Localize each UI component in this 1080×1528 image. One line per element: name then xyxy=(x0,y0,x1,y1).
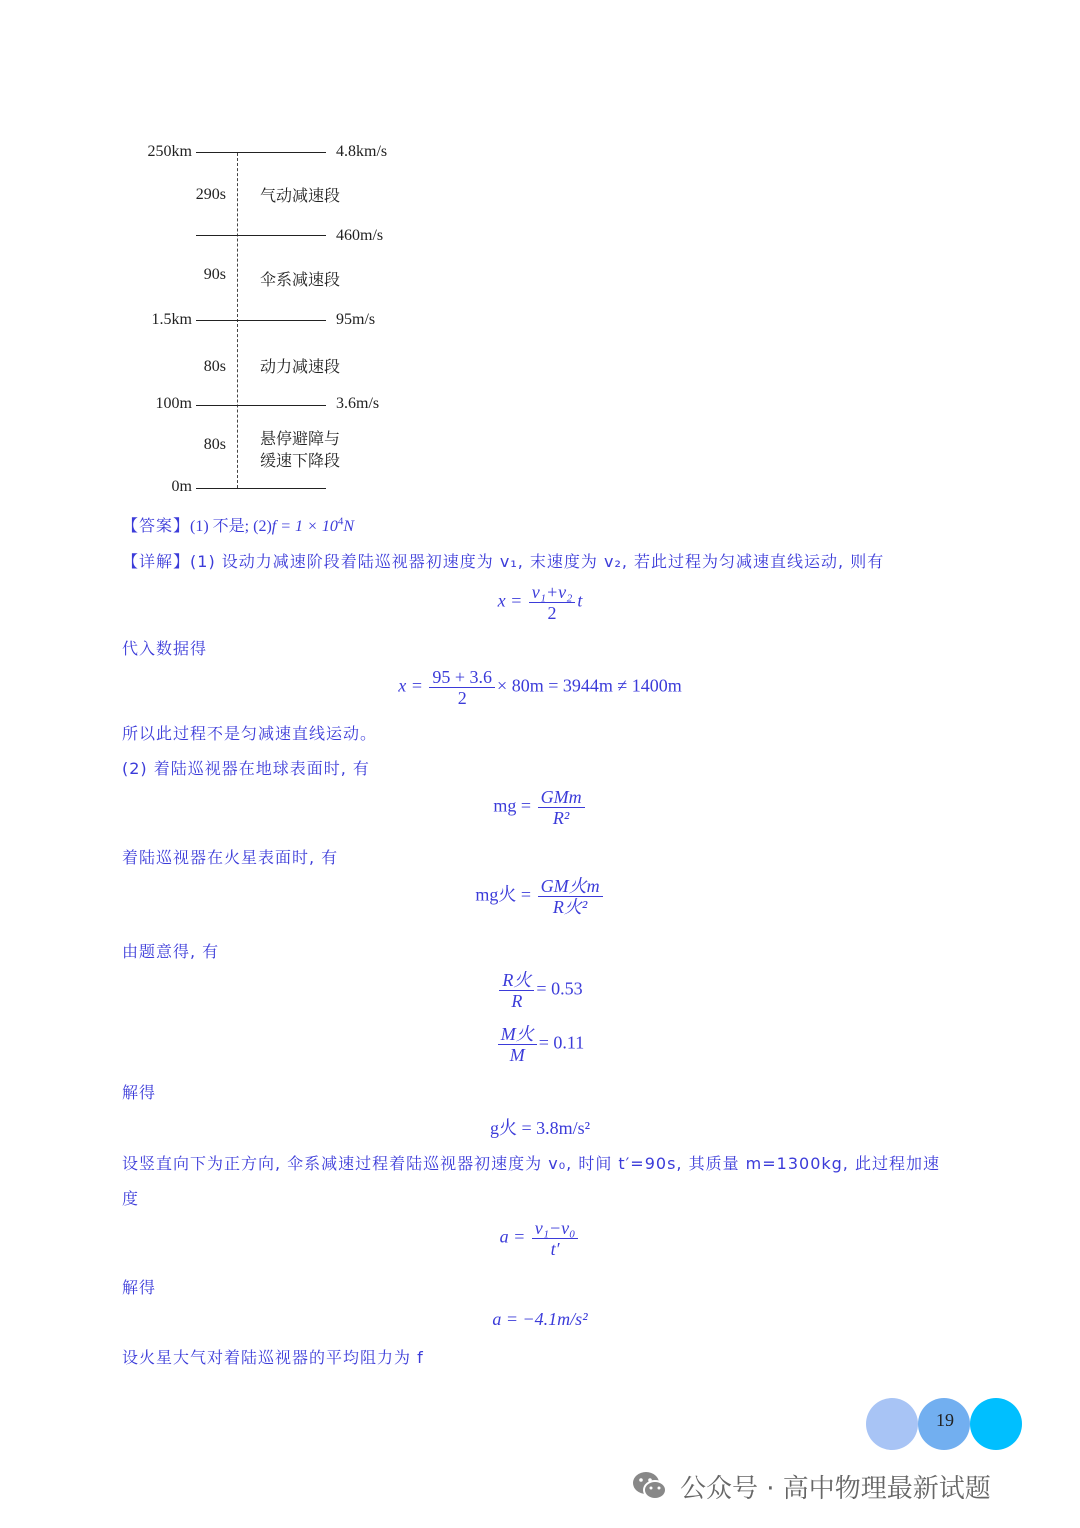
eq-rhs: = 0.11 xyxy=(538,1032,585,1053)
eq-lhs: x = xyxy=(398,675,423,696)
denominator: R火² xyxy=(552,897,588,917)
equation-1 xyxy=(0,582,1080,623)
answer-tag: 【答案】 xyxy=(122,516,191,535)
detail-line-8b: 度 xyxy=(122,1189,140,1208)
equation-2 xyxy=(0,667,1080,708)
detail-line-5: 着陆巡视器在火星表面时, 有 xyxy=(122,848,339,867)
detail-line-7: 解得 xyxy=(122,1083,157,1102)
decor-circle-right xyxy=(970,1398,1022,1450)
equation-6 xyxy=(0,1024,1080,1065)
denominator: R² xyxy=(552,808,570,828)
phase-duration: 290s xyxy=(195,186,226,203)
eq-lhs: mg火 = xyxy=(475,884,532,905)
eq-rhs: × 80m = 3944m ≠ 1400m xyxy=(497,675,682,696)
eq-rhs: t xyxy=(577,590,583,611)
fraction xyxy=(498,1024,537,1065)
eq-rhs: = 0.53 xyxy=(536,978,583,999)
watermark xyxy=(630,1466,991,1506)
detail-line-3: 所以此过程不是匀减速直线运动。 xyxy=(122,724,378,743)
numerator: 95 + 3.6 xyxy=(429,667,495,688)
decor-circle-left xyxy=(866,1398,918,1450)
level-line-250km xyxy=(196,152,326,153)
denominator: t′ xyxy=(550,1239,560,1259)
height-label: 100m xyxy=(155,395,192,412)
equation-7: g火 = 3.8m/s² xyxy=(489,1118,591,1138)
height-label: 1.5km xyxy=(151,311,192,328)
numerator: v₁−v₀ xyxy=(532,1218,579,1239)
phase-name: 悬停避障与 xyxy=(260,429,341,448)
numerator: GM火m xyxy=(538,876,603,897)
fraction xyxy=(499,970,534,1011)
detail-line-9: 解得 xyxy=(122,1278,157,1297)
level-line-100m xyxy=(196,405,326,406)
detail-line-8: 设竖直向下为正方向, 伞系减速过程着陆巡视器初速度为 v₀, 时间 t′=90s, 其质量 m=1300kg, 此过程加速 xyxy=(122,1154,940,1173)
eq-lhs: a = xyxy=(499,1226,526,1247)
numerator: GMm xyxy=(538,787,585,808)
equation-8 xyxy=(0,1218,1080,1259)
level-line-460 xyxy=(196,235,326,236)
speed-label: 460m/s xyxy=(336,227,384,244)
level-line-0m xyxy=(196,488,326,489)
speed-label: 3.6m/s xyxy=(336,395,380,412)
numerator: v₁+v₂ xyxy=(529,582,576,603)
equation-4 xyxy=(0,876,1080,917)
watermark-text: 公众号 · 高中物理最新试题 xyxy=(680,1473,991,1504)
phase-name: 缓速下降段 xyxy=(260,451,341,470)
speed-label: 4.8km/s xyxy=(336,143,388,160)
equation-9: a = −4.1m/s² xyxy=(492,1309,588,1329)
detail-line-1 xyxy=(122,549,884,572)
numerator: R火 xyxy=(499,970,534,991)
phase-duration: 80s xyxy=(203,358,226,375)
numerator: M火 xyxy=(498,1024,537,1045)
phase-duration: 80s xyxy=(203,436,226,453)
phase-name: 伞系减速段 xyxy=(260,270,341,289)
denominator: 2 xyxy=(457,688,467,708)
answer-line xyxy=(122,513,354,536)
speed-label: 95m/s xyxy=(336,311,376,328)
answer-text: (1) 不是; (2) xyxy=(190,518,272,535)
answer-unit: N xyxy=(343,518,354,535)
detail-line-10: 设火星大气对着陆巡视器的平均阻力为 f xyxy=(122,1348,424,1367)
phase-duration: 90s xyxy=(203,266,226,283)
height-label: 0m xyxy=(171,478,192,495)
detail-line-6: 由题意得, 有 xyxy=(122,942,220,961)
phase-name: 气动减速段 xyxy=(260,186,341,205)
height-label: 250km xyxy=(147,143,192,160)
fraction xyxy=(529,582,576,623)
fraction xyxy=(532,1218,579,1259)
answer-exp: 4 xyxy=(337,515,344,528)
detail-line-4: (2) 着陆巡视器在地球表面时, 有 xyxy=(122,759,370,778)
fraction xyxy=(538,876,603,917)
eq-lhs: mg = xyxy=(493,795,532,816)
detail-tag: 【详解】 xyxy=(122,552,191,571)
descent-diagram xyxy=(0,0,520,500)
denominator: R xyxy=(511,991,523,1011)
denominator: 2 xyxy=(547,603,557,623)
equation-3 xyxy=(0,787,1080,828)
fraction xyxy=(429,667,495,708)
denominator: M xyxy=(509,1045,525,1065)
phase-name: 动力减速段 xyxy=(260,357,341,376)
wechat-icon xyxy=(630,1466,670,1506)
page-number: 19 xyxy=(936,1410,954,1430)
answer-formula: f = 1 × 10 xyxy=(271,518,338,535)
level-line-1.5km xyxy=(196,320,326,321)
eq-lhs: x = xyxy=(497,590,523,611)
detail-line-2: 代入数据得 xyxy=(122,639,208,658)
detail-text: (1) 设动力减速阶段着陆巡视器初速度为 v₁, 末速度为 v₂, 若此过程为匀减速直线运动, 则有 xyxy=(190,552,885,571)
equation-5 xyxy=(0,970,1080,1011)
fraction xyxy=(538,787,585,828)
